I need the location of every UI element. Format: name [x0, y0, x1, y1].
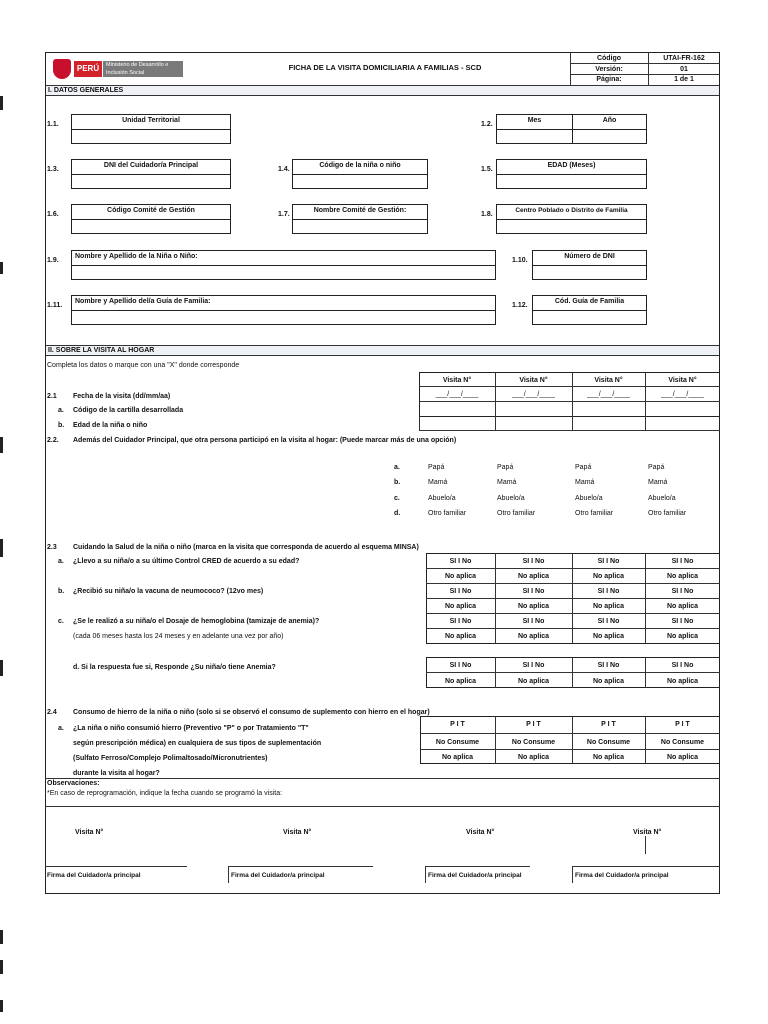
mes-label: Mes — [497, 115, 572, 130]
person-abuelo-v1[interactable]: Abuelo/a — [428, 495, 456, 502]
q2-3c-label: ¿Se le realizó a su niña/o el Dosaje de hemoglobina (tamizaje de anemia)? — [73, 618, 320, 625]
q2-3-num: 2.3 — [47, 544, 57, 551]
meta-version-label: Versión: — [595, 66, 623, 73]
vacuna-noaplica-v2[interactable]: No aplica — [517, 603, 550, 610]
person-otro-v4[interactable]: Otro familiar — [648, 510, 687, 517]
header-logo — [53, 57, 183, 81]
codigo-nino-field[interactable] — [292, 159, 428, 189]
observations-note[interactable]: *En caso de reprogramación, indique la fecha cuando se programó la visita: — [47, 790, 283, 797]
anio-label: Año — [573, 115, 646, 130]
q2-3c-num: c. — [58, 618, 64, 625]
person-mama-v1[interactable]: Mamá — [428, 479, 448, 486]
person-mama-v4[interactable]: Mamá — [648, 479, 668, 486]
cred-noaplica-v2[interactable]: No aplica — [517, 573, 550, 580]
visit-header-3: Visita N° — [594, 377, 623, 384]
vacuna-noaplica-v1[interactable]: No aplica — [444, 603, 477, 610]
field-1-8-num: 1.8. — [481, 211, 493, 218]
dosaje-noaplica-v2[interactable]: No aplica — [517, 633, 550, 640]
anemia-sino-v2[interactable]: SI I No — [522, 662, 545, 669]
edad-label: EDAD (Meses) — [497, 160, 646, 175]
person-abuelo-v2[interactable]: Abuelo/a — [497, 495, 525, 502]
nombre-comite-label: Nombre Comité de Gestión: — [293, 205, 427, 220]
visit-header-1: Visita N° — [442, 377, 472, 384]
form-title: FICHA DE LA VISITA DOMICILIARIA A FAMILIAS - SCD — [288, 63, 482, 72]
pit-v4[interactable]: P I T — [675, 721, 690, 728]
vacuna-sino-v4[interactable]: SI I No — [671, 588, 694, 595]
section-2-title: II. SOBRE LA VISITA AL HOGAR — [46, 345, 719, 356]
field-1-12-num: 1.12. — [512, 302, 528, 309]
dni-cuidador-field[interactable] — [71, 159, 231, 189]
nombre-nino-label: Nombre y Apellido de la Niña o Niño: — [72, 251, 495, 266]
scan-mark — [0, 930, 3, 944]
q2-2-label: Además del Cuidador Principal, que otra persona participó en la visita al hogar: (Puede marcar más de una opción) — [73, 437, 457, 444]
vacuna-noaplica-v3[interactable]: No aplica — [592, 603, 625, 610]
q2-3-label: Cuidando la Salud de la niña o niño (marca en la visita que corresponda de acuerdo al esquema MINSA) — [73, 544, 419, 551]
iron-noaplica-v4[interactable]: No aplica — [666, 754, 699, 761]
visit-header-4: Visita N° — [668, 377, 697, 384]
scan-mark — [0, 437, 3, 453]
instruction-text: Completa los datos o marque con una "X" donde corresponde — [47, 362, 240, 369]
q2-1-num: 2.1 — [47, 393, 57, 400]
person-otro-v3[interactable]: Otro familiar — [575, 510, 614, 517]
vacuna-noaplica-v4[interactable]: No aplica — [666, 603, 699, 610]
q2-1b-label: Edad de la niña o niño — [73, 422, 148, 429]
dosaje-noaplica-v3[interactable]: No aplica — [592, 633, 625, 640]
person-mama-v2[interactable]: Mamá — [497, 479, 517, 486]
vacuna-sino-v1[interactable]: SI I No — [449, 588, 472, 595]
signature-line-3[interactable] — [425, 866, 530, 867]
section-1-title: I. DATOS GENERALES — [46, 85, 719, 96]
q2-4a-num: a. — [58, 725, 64, 732]
field-1-7-num: 1.7. — [278, 211, 290, 218]
centro-poblado-label: Centro Poblado o Distrito de Familia — [497, 205, 646, 220]
cred-sino-v2[interactable]: SI I No — [522, 558, 545, 565]
edad-field[interactable] — [496, 159, 647, 189]
person-abuelo-v3[interactable]: Abuelo/a — [575, 495, 603, 502]
scan-mark — [0, 660, 3, 676]
person-otro-v1[interactable]: Otro familiar — [428, 510, 467, 517]
iron-noaplica-v3[interactable]: No aplica — [592, 754, 625, 761]
peru-shield-icon — [53, 59, 71, 79]
field-1-5-num: 1.5. — [481, 166, 493, 173]
q2-4a-line3: (Sulfato Ferroso/Complejo Polimaltosado/Micronutrientes) — [73, 755, 268, 762]
field-1-4-num: 1.4. — [278, 166, 290, 173]
signature-line-1[interactable] — [45, 866, 187, 867]
field-1-2-num: 1.2. — [481, 121, 493, 128]
q2-4-label: Consumo de hierro de la niña o niño (solo si se observó el consumo de suplemento con hierro en el hogar) — [73, 709, 430, 716]
field-1-9-num: 1.9. — [47, 257, 59, 264]
signature-visit-1-label: Visita N° — [75, 829, 104, 836]
signature-label-1: Firma del Cuidador/a principal — [47, 872, 141, 879]
signature-label-2: Firma del Cuidador/a principal — [231, 872, 325, 879]
person-c-letter: c. — [394, 495, 400, 502]
dosaje-noaplica-v4[interactable]: No aplica — [666, 633, 699, 640]
nombre-guia-label: Nombre y Apellido del/a Guía de Familia: — [72, 296, 495, 311]
signature-label-4: Firma del Cuidador/a principal — [575, 872, 669, 879]
cred-noaplica-v1[interactable]: No aplica — [444, 573, 477, 580]
anemia-noaplica-v1[interactable]: No aplica — [444, 678, 477, 685]
anemia-sino-v4[interactable]: SI I No — [671, 662, 694, 669]
anemia-noaplica-v2[interactable]: No aplica — [517, 678, 550, 685]
field-1-10-num: 1.10. — [512, 257, 528, 264]
scan-mark — [0, 539, 3, 557]
pit-v1[interactable]: P I T — [450, 721, 465, 728]
dosaje-sino-v2[interactable]: SI I No — [522, 618, 545, 625]
iron-noaplica-v2[interactable]: No aplica — [517, 754, 550, 761]
anemia-sino-v1[interactable]: SI I No — [449, 662, 472, 669]
q2-4a-line1: ¿La niña o niño consumió hierro (Preventivo "P" o por Tratamiento "T" — [73, 725, 309, 732]
logo-peru: PERÚ — [74, 61, 102, 77]
codigo-nino-label: Código de la niña o niño — [293, 160, 427, 175]
scan-mark — [0, 262, 3, 274]
visit-date-1[interactable]: ___/___/____ — [435, 391, 479, 398]
field-1-6-num: 1.6. — [47, 211, 59, 218]
anemia-noaplica-v4[interactable]: No aplica — [666, 678, 699, 685]
mes-field[interactable] — [496, 114, 573, 144]
visit-date-2[interactable]: ___/___/____ — [512, 391, 555, 398]
signature-line-2[interactable] — [228, 866, 373, 867]
cred-sino-v4[interactable]: SI I No — [671, 558, 694, 565]
person-mama-v3[interactable]: Mamá — [575, 479, 595, 486]
pit-v2[interactable]: P I T — [526, 721, 541, 728]
meta-code-label: Código — [596, 55, 622, 62]
person-papa-v2[interactable]: Papá — [497, 464, 514, 471]
q2-4a-line4: durante la visita al hogar? — [73, 770, 160, 777]
meta-page-value: 1 de 1 — [674, 76, 694, 83]
field-1-1-num: 1.1. — [47, 121, 59, 128]
field-1-3-num: 1.3. — [47, 166, 59, 173]
signature-visit-3-label: Visita N° — [466, 829, 495, 836]
person-papa-v1[interactable]: Papá — [428, 464, 445, 471]
nombre-nino-field[interactable] — [71, 250, 496, 280]
iron-noaplica-v1[interactable]: No aplica — [441, 754, 474, 761]
centro-poblado-field[interactable] — [496, 204, 647, 234]
person-papa-v3[interactable]: Papá — [575, 464, 592, 471]
signature-label-3: Firma del Cuidador/a principal — [428, 872, 522, 879]
cred-noaplica-v3[interactable]: No aplica — [592, 573, 625, 580]
noconsume-v2[interactable]: No Consume — [511, 739, 556, 746]
q2-3b-num: b. — [58, 588, 65, 595]
person-abuelo-v4[interactable]: Abuelo/a — [648, 495, 676, 502]
vacuna-sino-v3[interactable]: SI I No — [597, 588, 620, 595]
dosaje-sino-v4[interactable]: SI I No — [671, 618, 694, 625]
visit-date-3[interactable]: ___/___/____ — [587, 391, 630, 398]
logo-ministry: Ministerio de Desarrollo e Inclusión Social — [103, 61, 183, 77]
dni-nino-label: Número de DNI — [533, 251, 646, 266]
nombre-comite-field[interactable] — [292, 204, 428, 234]
q2-1-label: Fecha de la visita (dd/mm/aa) — [73, 393, 171, 400]
cred-sino-v3[interactable]: SI I No — [597, 558, 620, 565]
dosaje-noaplica-v1[interactable]: No aplica — [444, 633, 477, 640]
dosaje-sino-v1[interactable]: SI I No — [449, 618, 472, 625]
meta-version-value: 01 — [680, 66, 688, 73]
q2-1a-num: a. — [58, 407, 64, 414]
cred-noaplica-v4[interactable]: No aplica — [666, 573, 699, 580]
scan-mark — [0, 96, 3, 110]
scan-mark — [0, 960, 3, 974]
codigo-comite-field[interactable] — [71, 204, 231, 234]
person-otro-v2[interactable]: Otro familiar — [497, 510, 536, 517]
q2-1a-label: Código de la cartilla desarrollada — [73, 407, 184, 414]
codigo-guia-label: Cód. Guía de Familia — [533, 296, 646, 311]
anio-field[interactable] — [572, 114, 647, 144]
signature-visit-4-label: Visita N° — [633, 829, 662, 836]
noconsume-v4[interactable]: No Consume — [660, 739, 705, 746]
unidad-territorial-label: Unidad Territorial — [72, 115, 230, 130]
person-papa-v4[interactable]: Papá — [648, 464, 665, 471]
q2-4a-line2: según prescripción médica) en cualquiera de sus tipos de suplementación — [73, 740, 322, 747]
q2-1b-num: b. — [58, 422, 65, 429]
noconsume-v3[interactable]: No Consume — [586, 739, 631, 746]
q2-2-num: 2.2. — [47, 437, 59, 444]
codigo-comite-label: Código Comité de Gestión — [72, 205, 230, 220]
q2-3b-label: ¿Recibió su niña/o la vacuna de neumococo? (12vo mes) — [73, 588, 264, 595]
q2-4-num: 2.4 — [47, 709, 57, 716]
field-1-11-num: 1.11. — [47, 302, 63, 309]
signature-visit-2-label: Visita N° — [283, 829, 312, 836]
person-b-letter: b. — [394, 479, 401, 486]
dni-nino-field[interactable] — [532, 250, 647, 280]
observations-title: Observaciones: — [47, 780, 100, 787]
unidad-territorial-field[interactable] — [71, 114, 231, 144]
signature-line-4[interactable] — [572, 866, 720, 867]
anemia-noaplica-v3[interactable]: No aplica — [592, 678, 625, 685]
meta-code-value: UTAI-FR-162 — [663, 55, 705, 62]
codigo-guia-field[interactable] — [532, 295, 647, 325]
q2-3d-label: d. Si la respuesta fue si, Responde ¿Su niña/o tiene Anemia? — [73, 664, 276, 671]
nombre-guia-field[interactable] — [71, 295, 496, 325]
scan-mark — [0, 1000, 3, 1012]
q2-3c-label2: (cada 06 meses hasta los 24 meses y en adelante una vez por año) — [73, 633, 284, 640]
cred-sino-v1[interactable]: SI I No — [449, 558, 472, 565]
q2-3a-label: ¿Llevo a su niña/o a su último Control CRED de acuerdo a su edad? — [73, 558, 300, 565]
dosaje-sino-v3[interactable]: SI I No — [597, 618, 620, 625]
pit-v3[interactable]: P I T — [601, 721, 616, 728]
q2-3a-num: a. — [58, 558, 64, 565]
person-a-letter: a. — [394, 464, 400, 471]
noconsume-v1[interactable]: No Consume — [435, 739, 480, 746]
person-d-letter: d. — [394, 510, 401, 517]
dni-cuidador-label: DNI del Cuidador/a Principal — [72, 160, 230, 175]
vacuna-sino-v2[interactable]: SI I No — [522, 588, 545, 595]
visit-date-4[interactable]: ___/___/____ — [661, 391, 704, 398]
visit-header-2: Visita N° — [519, 377, 548, 384]
meta-page-label: Página: — [596, 76, 622, 83]
anemia-sino-v3[interactable]: SI I No — [597, 662, 620, 669]
